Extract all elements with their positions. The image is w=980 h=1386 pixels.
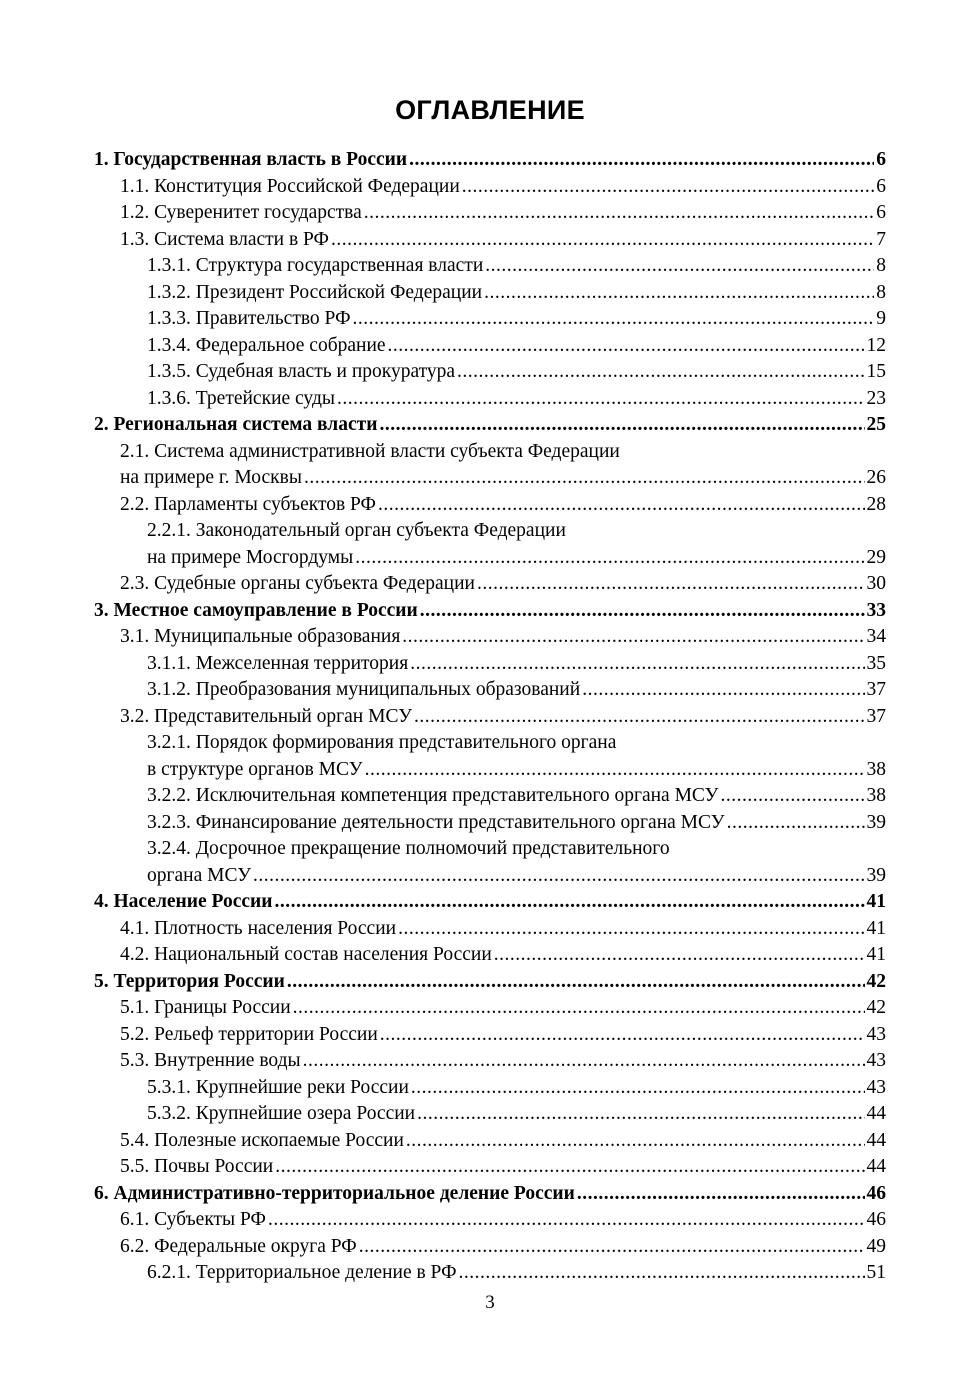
toc-entry[interactable]	[0, 1048, 980, 1075]
toc-entry-title: 5.5. Почвы России	[120, 1156, 274, 1177]
toc-entry-page: 41	[866, 944, 886, 965]
toc-entry-title: 1.3.2. Президент Российской Федерации	[147, 281, 483, 303]
toc-entry-page: 38	[866, 785, 886, 806]
toc-entry[interactable]	[0, 995, 980, 1022]
toc-entry-title: 4.1. Плотность населения России	[120, 917, 397, 939]
toc-entry[interactable]	[0, 1260, 980, 1287]
dot-leader	[364, 200, 874, 227]
dot-leader	[720, 783, 864, 810]
toc-entry-page: 25	[866, 414, 886, 435]
toc-entry-page: 41	[866, 891, 886, 912]
dot-leader	[380, 1022, 865, 1049]
dot-leader	[253, 863, 864, 890]
toc-entry-title: 5.3. Внутренние воды	[120, 1050, 301, 1071]
toc-entry-page: 42	[866, 970, 886, 992]
dot-leader	[458, 1260, 864, 1287]
toc-entry[interactable]	[0, 439, 980, 466]
toc-entry-page: 46	[866, 1182, 886, 1204]
dot-leader	[727, 810, 865, 837]
toc-entry-title: 2.3. Судебные органы субъекта Федерации	[120, 573, 475, 594]
toc-entry-page: 42	[866, 997, 886, 1018]
toc-entry[interactable]	[0, 518, 980, 545]
dot-leader	[337, 386, 865, 413]
toc-entry[interactable]	[0, 836, 980, 863]
toc-entry[interactable]	[0, 253, 980, 280]
toc-entry-page: 37	[866, 679, 886, 700]
toc-entry[interactable]	[0, 810, 980, 837]
toc-entry-page: 8	[876, 281, 886, 303]
toc-entry-title-continuation: органа МСУ	[147, 864, 252, 886]
toc-entry[interactable]	[0, 571, 980, 598]
toc-entry-title: 1. Государственная власть в России	[94, 149, 408, 170]
toc-entry-continuation[interactable]	[0, 863, 980, 890]
toc-entry[interactable]	[0, 174, 980, 201]
dot-leader	[379, 412, 864, 439]
toc-entry-title: 2.1. Система административной власти субъекта Федерации	[120, 440, 620, 462]
dot-leader	[293, 995, 865, 1022]
toc-entry[interactable]	[0, 1207, 980, 1234]
toc-entry[interactable]	[0, 333, 980, 360]
toc-entry-page: 6	[876, 175, 886, 197]
toc-entry-page: 28	[866, 493, 886, 515]
toc-entry-title: 5.2. Рельеф территории России	[120, 1023, 378, 1045]
toc-entry-title: 5.4. Полезные ископаемые России	[120, 1129, 404, 1151]
toc-entry-page: 43	[866, 1076, 886, 1098]
toc-entry-page: 23	[866, 387, 886, 409]
toc-entry[interactable]	[0, 1075, 980, 1102]
toc-entry-title: 3.2.1. Порядок формирования представительного органа	[147, 732, 617, 753]
dot-leader	[378, 492, 865, 519]
dot-leader	[494, 942, 865, 969]
toc-entry[interactable]	[0, 147, 980, 174]
toc-entry[interactable]	[0, 624, 980, 651]
toc-entry[interactable]	[0, 1234, 980, 1261]
toc-entry-page: 9	[876, 308, 886, 329]
dot-leader	[409, 147, 874, 174]
toc-entry-page: 46	[866, 1209, 886, 1230]
toc-entry-page: 44	[866, 1103, 886, 1124]
toc-entry[interactable]	[0, 412, 980, 439]
dot-leader	[303, 1048, 865, 1075]
dot-leader	[417, 1101, 864, 1128]
toc-entry-continuation[interactable]	[0, 757, 980, 784]
dot-leader	[331, 227, 874, 254]
toc-entry-page: 15	[866, 361, 886, 382]
toc-entry[interactable]	[0, 969, 980, 996]
toc-entry-page: 8	[876, 255, 886, 276]
toc-entry[interactable]	[0, 227, 980, 254]
toc-entry-page: 12	[866, 334, 886, 356]
toc-entry[interactable]	[0, 386, 980, 413]
dot-leader	[304, 465, 865, 492]
toc-entry-title: 6.2.1. Территориальное деление в РФ	[147, 1262, 457, 1283]
toc-entry[interactable]	[0, 1101, 980, 1128]
toc-entry-title: 3.2.4. Досрочное прекращение полномочий представительного	[147, 838, 670, 859]
toc-entry-title: 3.1.1. Межселенная территория	[147, 652, 409, 674]
dot-leader	[275, 1154, 864, 1181]
toc-entry-page: 6	[876, 202, 886, 223]
dot-leader	[275, 889, 865, 916]
toc-entry-title-continuation: на примере г. Москвы	[120, 467, 302, 488]
dot-leader	[406, 1128, 865, 1155]
toc-entry-title: 1.3. Система власти в РФ	[120, 228, 329, 250]
toc-entry-title: 1.3.5. Судебная власть и прокуратура	[147, 361, 456, 382]
toc-entry-page: 30	[866, 573, 886, 594]
toc-entry[interactable]	[0, 598, 980, 625]
toc-entry[interactable]	[0, 1128, 980, 1155]
toc-entry-page: 51	[866, 1262, 886, 1283]
toc-entry-title: 2. Региональная система власти	[94, 414, 378, 435]
dot-leader	[287, 969, 865, 996]
toc-entry[interactable]	[0, 651, 980, 678]
dot-leader	[485, 253, 874, 280]
toc-entry-page: 33	[866, 599, 886, 621]
toc-entry[interactable]	[0, 677, 980, 704]
toc-entry-title: 5.1. Границы России	[120, 997, 291, 1018]
toc-entry-title: 4. Население России	[94, 891, 273, 912]
toc-entry-page: 38	[866, 758, 886, 780]
toc-entry-page: 26	[866, 467, 886, 488]
toc-entry[interactable]	[0, 280, 980, 307]
toc-entry-title: 3.1. Муниципальные образования	[120, 626, 401, 647]
dot-leader	[477, 571, 865, 598]
toc-entry-page: 49	[866, 1235, 886, 1257]
dot-leader	[352, 306, 874, 333]
table-of-contents	[0, 147, 980, 1287]
dot-leader	[484, 280, 874, 307]
toc-entry-page: 43	[866, 1023, 886, 1045]
toc-entry[interactable]	[0, 492, 980, 519]
toc-entry-title: 3.2. Представительный орган МСУ	[120, 705, 412, 727]
toc-entry-title: 6.2. Федеральные округа РФ	[120, 1235, 357, 1257]
toc-entry-page: 29	[866, 546, 886, 568]
dot-leader	[402, 624, 864, 651]
toc-entry-title: 4.2. Национальный состав населения России	[120, 944, 492, 965]
toc-entry[interactable]	[0, 1022, 980, 1049]
toc-entry-page: 6	[876, 149, 886, 170]
toc-entry-continuation[interactable]	[0, 465, 980, 492]
toc-entry-page: 44	[866, 1129, 886, 1151]
page-title: ОГЛАВЛЕНИЕ	[395, 95, 585, 125]
toc-entry[interactable]	[0, 942, 980, 969]
dot-leader	[359, 1234, 865, 1261]
toc-entry-page: 43	[866, 1050, 886, 1071]
dot-leader	[398, 916, 864, 943]
toc-entry[interactable]	[0, 730, 980, 757]
toc-entry-title: 1.3.4. Федеральное собрание	[147, 334, 386, 356]
dot-leader	[268, 1207, 865, 1234]
toc-entry[interactable]	[0, 306, 980, 333]
dot-leader	[365, 757, 865, 784]
dot-leader	[410, 651, 864, 678]
toc-entry[interactable]	[0, 916, 980, 943]
toc-entry[interactable]	[0, 1154, 980, 1181]
toc-entry-page: 39	[866, 811, 886, 833]
toc-entry-title: 1.3.1. Структура государственная власти	[147, 255, 484, 276]
dot-leader	[420, 598, 865, 625]
toc-entry-title: 3.2.2. Исключительная компетенция представительного органа МСУ	[147, 785, 719, 806]
toc-entry-title-continuation: на примере Мосгордумы	[147, 546, 354, 568]
toc-entry-title: 6.1. Субъекты РФ	[120, 1209, 266, 1230]
dot-leader	[462, 174, 874, 201]
toc-entry-title-continuation: в структуре органов МСУ	[147, 758, 363, 780]
page-number: 3	[485, 1292, 495, 1313]
toc-entry-title: 2.2.1. Законодательный орган субъекта Федерации	[147, 520, 566, 541]
toc-entry-page: 34	[866, 626, 886, 647]
toc-entry[interactable]	[0, 704, 980, 731]
toc-entry-page: 35	[866, 652, 886, 674]
toc-entry[interactable]	[0, 1181, 980, 1208]
toc-entry-page: 7	[876, 228, 886, 250]
toc-entry-title: 1.2. Суверенитет государства	[120, 202, 362, 223]
toc-entry-title: 1.3.6. Третейские суды	[147, 387, 335, 409]
toc-entry-title: 3. Местное самоуправление в России	[94, 599, 418, 621]
toc-entry-title: 3.2.3. Финансирование деятельности представительного органа МСУ	[147, 811, 725, 833]
toc-entry-page: 39	[866, 864, 886, 886]
toc-entry-title: 1.1. Конституция Российской Федерации	[120, 175, 460, 197]
dot-leader	[388, 333, 865, 360]
dot-leader	[411, 1075, 865, 1102]
toc-entry[interactable]	[0, 200, 980, 227]
dot-leader	[577, 1181, 865, 1208]
dot-leader	[414, 704, 865, 731]
dot-leader	[457, 359, 864, 386]
toc-entry-title: 5. Территория России	[94, 970, 285, 992]
toc-entry[interactable]	[0, 783, 980, 810]
toc-entry-page: 44	[866, 1156, 886, 1177]
toc-entry[interactable]	[0, 889, 980, 916]
toc-entry-title: 1.3.3. Правительство РФ	[147, 308, 351, 329]
toc-entry-title: 6. Административно-территориальное деление России	[94, 1182, 575, 1204]
dot-leader	[582, 677, 864, 704]
toc-entry[interactable]	[0, 359, 980, 386]
toc-entry-title: 5.3.1. Крупнейшие реки России	[147, 1076, 409, 1098]
dot-leader	[355, 545, 864, 572]
toc-entry-page: 41	[866, 917, 886, 939]
toc-entry-continuation[interactable]	[0, 545, 980, 572]
toc-entry-title: 5.3.2. Крупнейшие озера России	[147, 1103, 416, 1124]
toc-entry-title: 3.1.2. Преобразования муниципальных образований	[147, 679, 581, 700]
toc-entry-title: 2.2. Парламенты субъектов РФ	[120, 493, 376, 515]
toc-entry-page: 37	[866, 705, 886, 727]
